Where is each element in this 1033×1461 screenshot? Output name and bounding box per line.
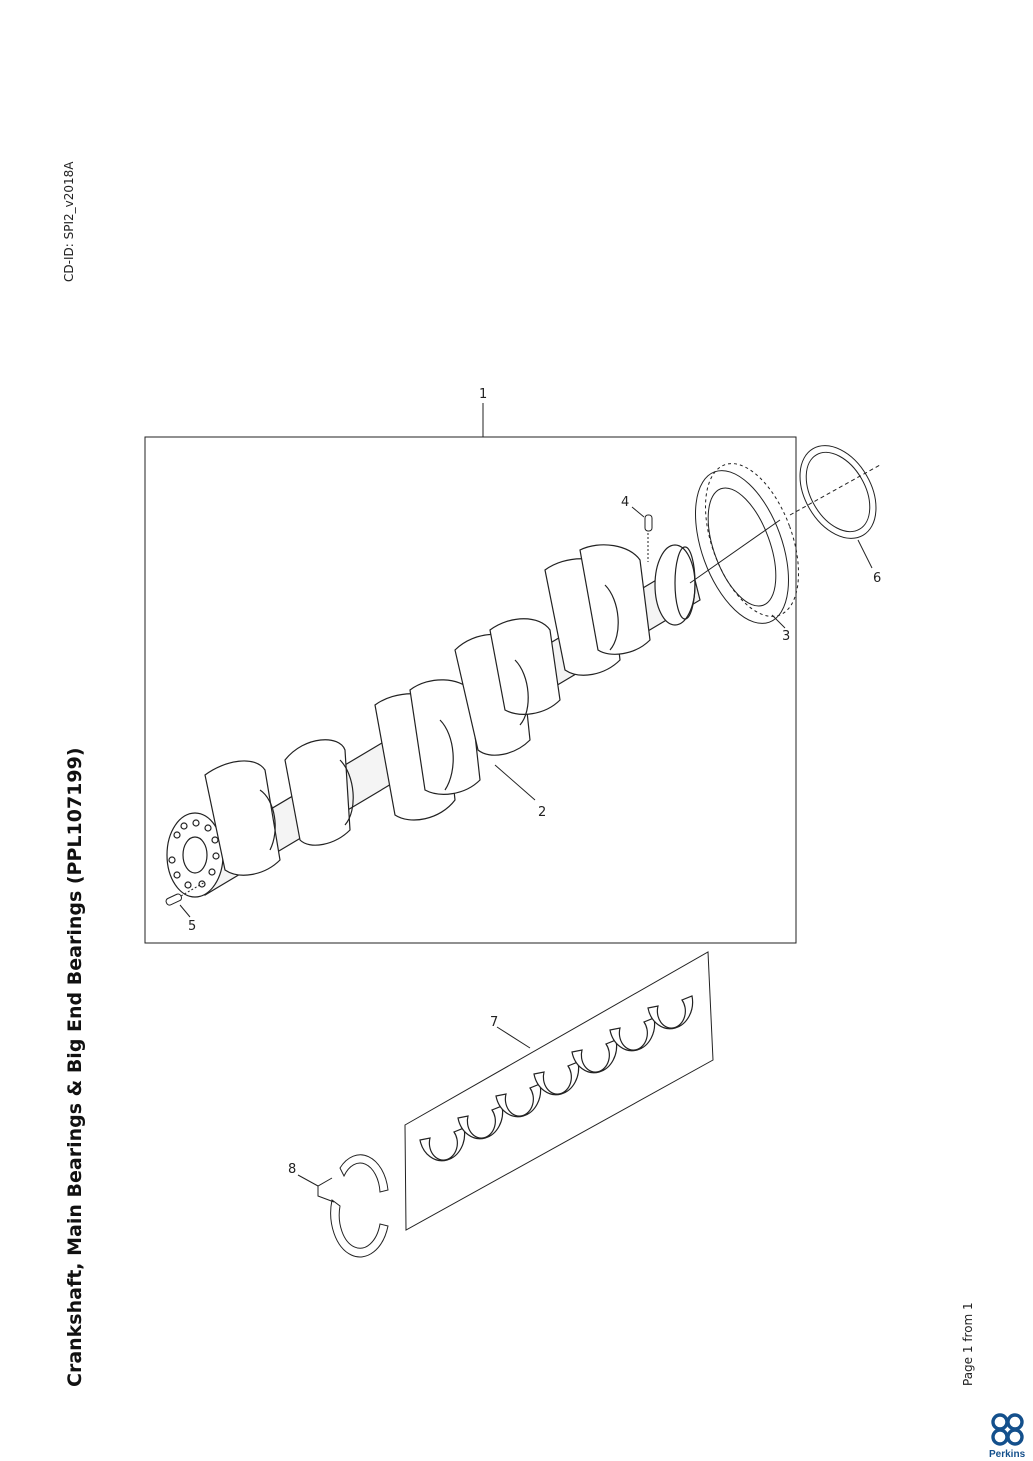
dowel-pin-lower-drawing — [165, 893, 182, 906]
cd-id-label: CD-ID: SPI2_v2018A — [62, 161, 76, 282]
callout-4: 4 — [621, 495, 630, 510]
callout-2: 2 — [538, 805, 547, 820]
callout-3: 3 — [782, 629, 791, 644]
callout-7: 7 — [490, 1015, 499, 1030]
leader-line-7 — [497, 1027, 530, 1048]
thrust-washer-drawing — [331, 1155, 388, 1257]
leader-line-4 — [632, 507, 644, 517]
leader-line-2 — [495, 765, 535, 800]
callout-8: 8 — [288, 1162, 297, 1177]
page-number: Page 1 from 1 — [961, 1302, 975, 1386]
callout-6: 6 — [873, 571, 882, 586]
bearing-set-drawing — [405, 952, 713, 1230]
leader-line-3 — [772, 615, 785, 628]
leader-line-5 — [180, 905, 190, 917]
page-title: Crankshaft, Main Bearings & Big End Bearings (PPL107199) — [64, 747, 86, 1387]
callout-1: 1 — [479, 387, 488, 402]
rear-oil-seal-drawing — [784, 432, 891, 552]
perkins-logo-text: Perkins — [989, 1449, 1026, 1460]
leader-line-8a — [298, 1175, 332, 1186]
callout-5: 5 — [188, 919, 197, 934]
dowel-pin-upper-drawing — [645, 515, 652, 531]
crankshaft-drawing — [167, 545, 700, 897]
leader-line-6 — [858, 540, 872, 568]
